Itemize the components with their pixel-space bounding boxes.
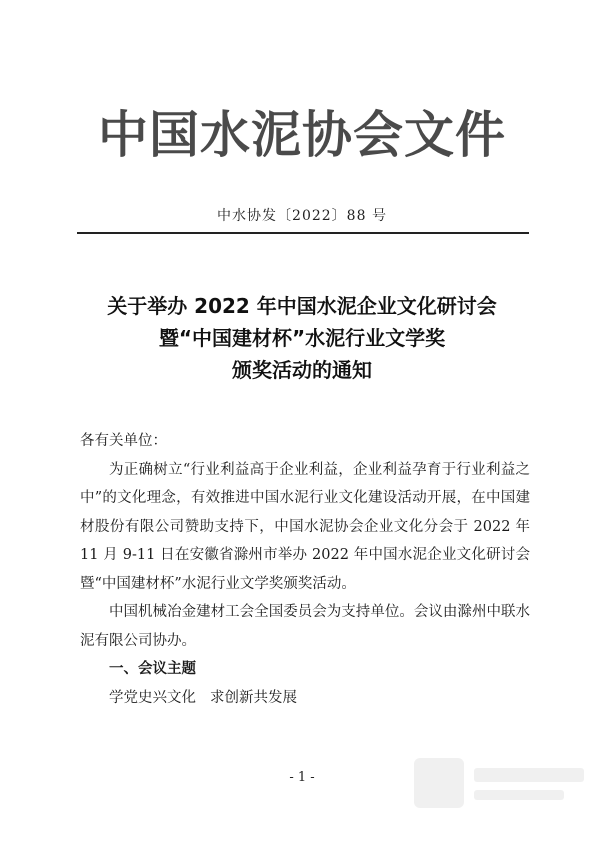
meeting-theme-part-2: 求创新共发展 bbox=[210, 689, 297, 706]
notice-body bbox=[80, 427, 530, 712]
header-divider bbox=[77, 232, 529, 234]
meeting-theme bbox=[80, 684, 530, 713]
document-number: 中水协发〔2022〕88 号 bbox=[217, 208, 387, 224]
section-heading-meeting-theme: 一、会议主题 bbox=[109, 661, 196, 677]
body-paragraph-2: 中国机械冶金建材工会全国委员会为支持单位。会议由滁州中联水泥有限公司协办。 bbox=[80, 604, 530, 649]
notice-title-line-2: 暨“中国建材杯”水泥行业文学奖 bbox=[158, 326, 446, 350]
notice-title bbox=[0, 290, 604, 386]
notice-title-line-1: 关于举办 2022 年中国水泥企业文化研讨会 bbox=[107, 294, 497, 318]
notice-title-line-3: 颁奖活动的通知 bbox=[232, 358, 372, 382]
body-paragraph-1: 为正确树立“行业利益高于企业利益，企业利益孕育于行业利益之中”的文化理念，有效推进中国水泥行业文化建设活动开展，在中国建材股份有限公司赞助支持下，中国水泥协会企业文化分会于 2022 年 11 月 9-11 日在安徽省滁州市举办 2022 年中国水泥企业文化研讨会暨“中国建材杯”水泥行业文学奖颁奖活动。 bbox=[80, 461, 530, 592]
watermark-graphic bbox=[404, 738, 594, 838]
salutation: 各有关单位： bbox=[80, 433, 167, 449]
meeting-theme-part-1: 学党史兴文化 bbox=[109, 689, 196, 706]
document-masthead: 中国水泥协会文件 bbox=[98, 105, 506, 164]
page-number: - 1 - bbox=[289, 770, 315, 785]
